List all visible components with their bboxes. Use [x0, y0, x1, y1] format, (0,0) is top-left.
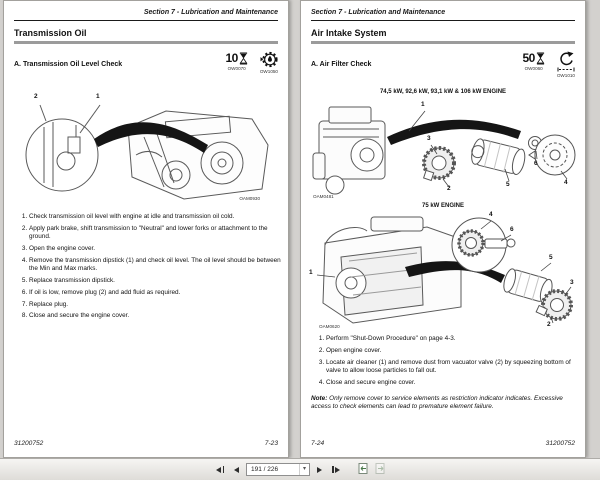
next-view-button[interactable] — [374, 461, 387, 478]
subsection-row — [14, 51, 278, 74]
figure-transmission — [16, 93, 278, 205]
step: 2. Apply park brake, shift transmission to "Neutral" and lower forks or attachment to the ground. — [29, 225, 282, 241]
step: 1. Check transmission oil level with engine at idle and transmission oil cold. — [29, 213, 282, 221]
page-title: Air Intake System — [311, 28, 575, 44]
step: 4. Remove the transmission dipstick (1) and check oil level. The oil level should be between the Min and Max marks. — [29, 257, 282, 273]
interval-hours: 10 — [225, 51, 238, 65]
air-filter-line-art-1 — [309, 97, 579, 199]
step: 8. Close and secure the engine cover. — [29, 312, 282, 320]
triangle-right-icon — [317, 467, 322, 473]
interval-icons — [523, 51, 576, 78]
interval-code: OW0070 — [227, 66, 246, 71]
triangle-left-icon — [216, 467, 221, 473]
section-header: Section 7 - Lubrication and Maintenance — [311, 9, 575, 21]
subsection-title: A. Air Filter Check — [311, 61, 372, 68]
first-page-button[interactable] — [213, 464, 227, 475]
bar-icon — [223, 466, 225, 473]
hourglass-icon — [536, 52, 545, 65]
viewer-toolbar — [0, 458, 600, 480]
page-number: 7-23 — [264, 440, 278, 447]
callout-6: 6 — [510, 226, 514, 233]
dashed-range-icon — [557, 67, 575, 72]
gear-oil-block — [260, 51, 278, 74]
previous-view-button[interactable] — [357, 461, 370, 478]
section-header: Section 7 - Lubrication and Maintenance — [14, 9, 278, 21]
procedure-list — [313, 335, 579, 391]
figure1-caption: 74,5 kW, 92,6 kW, 93,1 kW & 106 kW ENGINE — [379, 89, 507, 95]
page-number: 7-24 — [311, 440, 325, 447]
page-number-box — [246, 463, 310, 476]
figure-air-filter-75kw — [309, 211, 579, 331]
step: 7. Replace plug. — [29, 301, 282, 309]
air-icon-code: OW1010 — [556, 73, 575, 78]
triangle-left-icon — [234, 467, 239, 473]
callout-2: 2 — [34, 93, 38, 100]
interval-block — [523, 51, 545, 71]
callout-6: 6 — [534, 160, 538, 167]
subsection-title: A. Transmission Oil Level Check — [14, 61, 123, 68]
note-label: Note: — [311, 395, 328, 402]
gear-oil-icon — [260, 51, 278, 68]
last-page-button[interactable] — [329, 464, 343, 475]
callout-3: 3 — [427, 135, 431, 142]
manual-page-right — [300, 0, 586, 458]
figure-code: OAM0481 — [313, 194, 334, 199]
page-footer — [14, 440, 278, 447]
callout-5: 5 — [549, 254, 553, 261]
figure-code: OAM0620 — [319, 324, 340, 329]
step: 2. Open engine cover. — [326, 347, 579, 355]
callout-5: 5 — [506, 181, 510, 188]
callout-1: 1 — [309, 269, 313, 276]
step: 1. Perform "Shut-Down Procedure" on page 4-3. — [326, 335, 579, 343]
figure-air-filter-large-engines — [309, 97, 579, 199]
previous-view-icon — [358, 463, 369, 474]
callout-2: 2 — [547, 321, 551, 328]
callout-4: 4 — [564, 179, 568, 186]
hourglass-icon — [239, 52, 248, 65]
interval-hours: 50 — [522, 51, 535, 65]
step: 6. If oil is low, remove plug (2) and add fluid as required. — [29, 289, 282, 297]
step: 5. Replace transmission dipstick. — [29, 277, 282, 285]
callout-3: 3 — [570, 279, 574, 286]
previous-page-button[interactable] — [231, 465, 242, 475]
callout-1: 1 — [421, 101, 425, 108]
callout-1: 1 — [96, 93, 100, 100]
next-view-icon — [375, 463, 386, 474]
triangle-right-icon — [335, 467, 340, 473]
step: 3. Open the engine cover. — [29, 245, 282, 253]
interval-code: OW0060 — [524, 66, 543, 71]
figure2-caption: 75 kW ENGINE — [421, 203, 464, 209]
interval-block — [226, 51, 248, 71]
callout-4: 4 — [489, 211, 493, 218]
next-page-button[interactable] — [314, 465, 325, 475]
manual-number: 31200752 — [14, 440, 44, 447]
note — [311, 395, 577, 411]
manual-number: 31200752 — [545, 440, 575, 447]
note-text: Only remove cover to service elements as restriction indicator indicates. Excessive access to check elements can lead to premature element failure. — [311, 395, 563, 411]
chevron-down-icon[interactable]: ▾ — [299, 464, 309, 475]
circular-arrow-icon — [557, 51, 575, 67]
bar-icon — [332, 466, 334, 473]
figure-code: OAM0930 — [239, 196, 260, 201]
interval-icons — [226, 51, 279, 74]
transmission-line-art — [16, 93, 278, 205]
air-check-block — [557, 51, 575, 78]
page-footer — [311, 440, 575, 447]
air-filter-line-art-2 — [309, 211, 579, 331]
page-navigation — [213, 461, 387, 478]
callout-2: 2 — [447, 185, 451, 192]
step: 4. Close and secure engine cover. — [326, 379, 579, 387]
step: 3. Locate air cleaner (1) and remove dust from vacuator valve (2) by squeezing bottom of valve to allow loose particles to fall out. — [326, 359, 579, 375]
manual-page-left — [3, 0, 289, 458]
page-title: Transmission Oil — [14, 28, 278, 44]
subsection-row — [311, 51, 575, 78]
gear-oil-icon-code: OW1050 — [259, 69, 278, 74]
page-number-input[interactable] — [247, 466, 299, 473]
procedure-list — [16, 213, 282, 324]
